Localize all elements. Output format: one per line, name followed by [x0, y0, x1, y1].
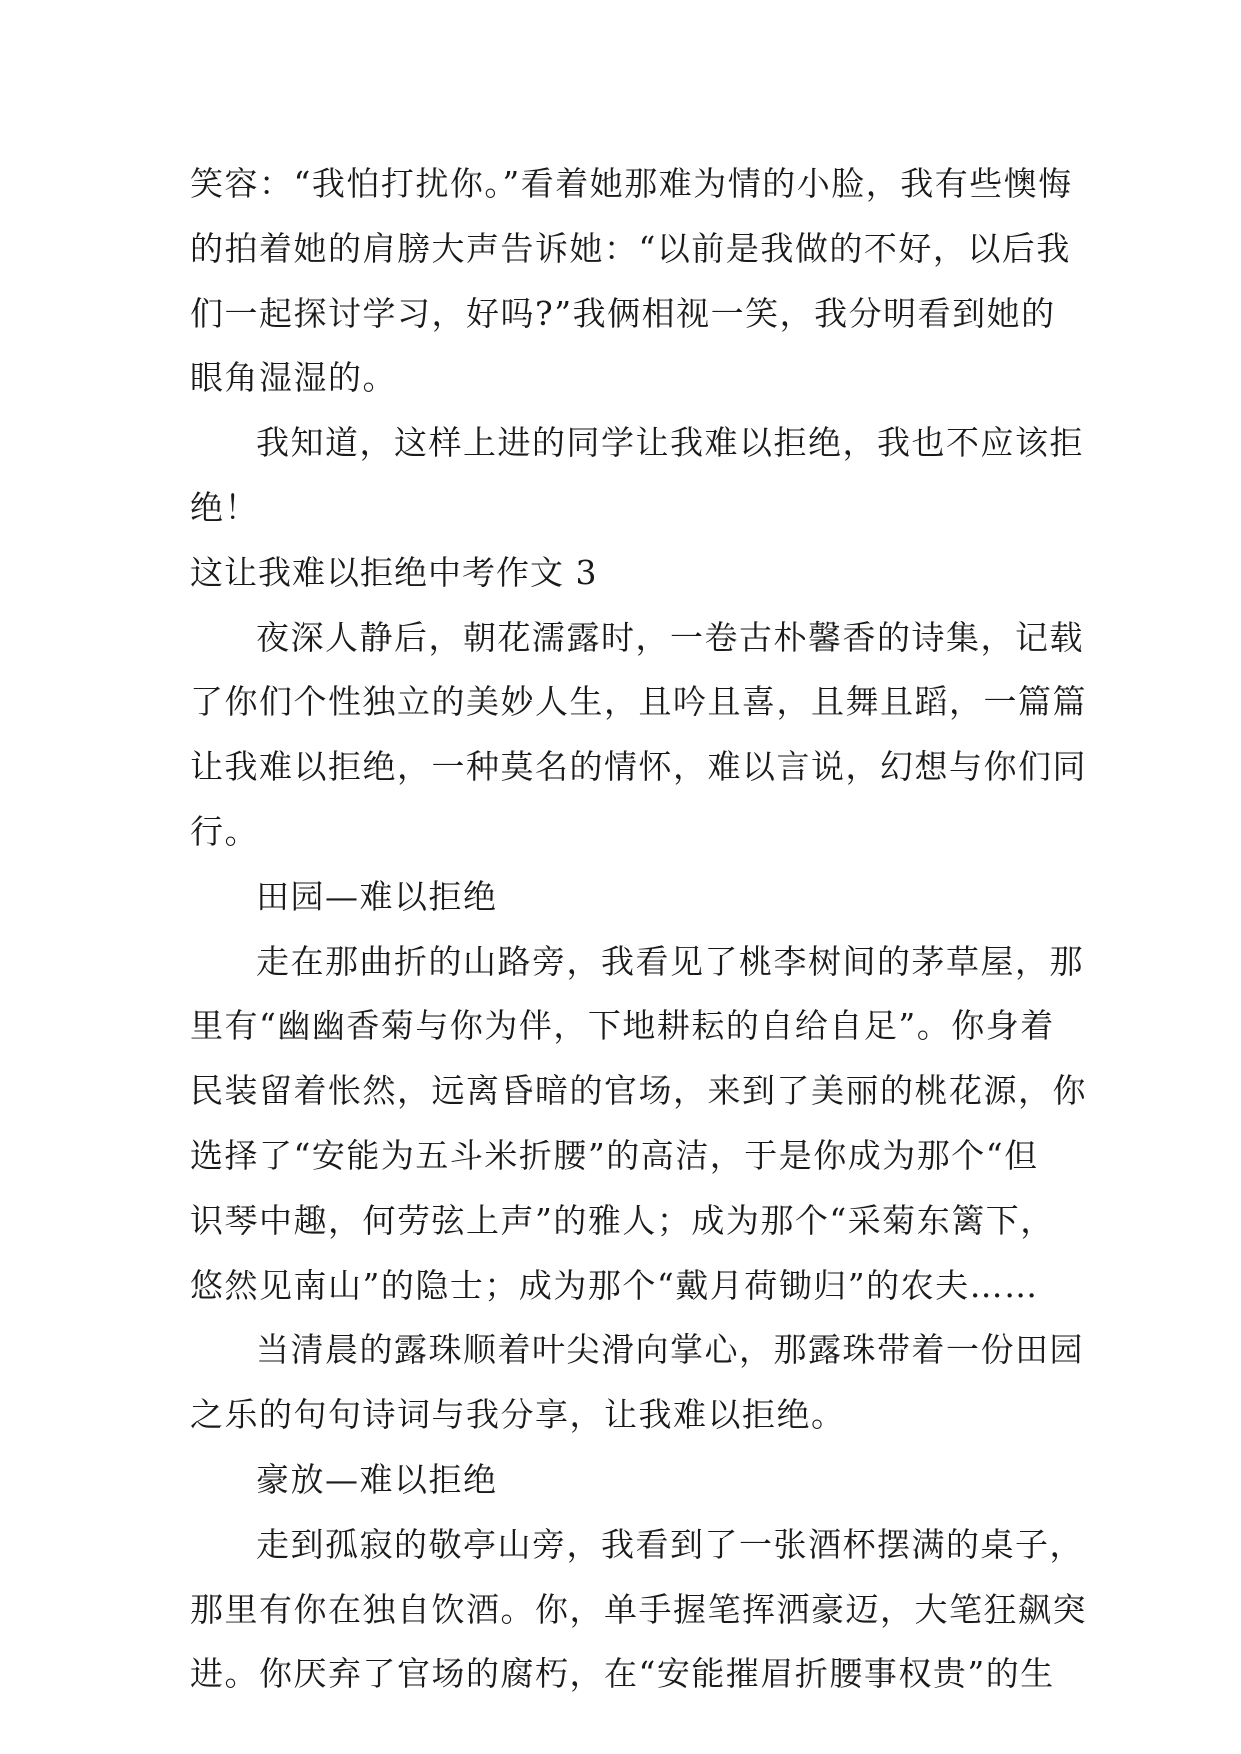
- text-line: 的拍着她的肩膀大声告诉她：“以前是我做的不好，以后我: [190, 228, 1071, 268]
- text-line: 进。你厌弃了官场的腐朽，在“安能摧眉折腰事权贵”的生: [190, 1654, 1055, 1694]
- text-line: 里有“幽幽香菊与你为伴，下地耕耘的自给自足”。你身着: [190, 1006, 1055, 1046]
- text-line: 民装留着怅然，远离昏暗的官场，来到了美丽的桃花源，你: [190, 1071, 1087, 1111]
- section-heading: 这让我难以拒绝中考作文 3: [190, 552, 598, 592]
- text-line: 们一起探讨学习，好吗?”我俩相视一笑，我分明看到她的: [190, 293, 1056, 333]
- document-page: [190, 152, 1087, 1707]
- text-line: 我知道，这样上进的同学让我难以拒绝，我也不应该拒: [256, 423, 1084, 463]
- text-line: 夜深人静后，朝花濡露时，一卷古朴馨香的诗集，记载: [256, 617, 1084, 657]
- text-line: 走到孤寂的敬亭山旁，我看到了一张酒杯摆满的桌子，: [256, 1524, 1084, 1564]
- subheading: 田园—难以拒绝: [256, 876, 498, 916]
- text-line: 那里有你在独自饮酒。你，单手握笔挥洒豪迈，大笔狂飙突: [190, 1589, 1087, 1629]
- text-line: 了你们个性独立的美妙人生，且吟且喜，且舞且蹈，一篇篇: [190, 682, 1087, 722]
- text-line: 让我难以拒绝，一种莫名的情怀，难以言说，幻想与你们同: [190, 747, 1087, 787]
- text-line: 眼角湿湿的。: [190, 358, 397, 398]
- text-line: 绝！: [190, 487, 259, 527]
- text-line: 笑容：“我怕打扰你。”看着她那难为情的小脸，我有些懊悔: [190, 164, 1073, 203]
- text-line: 选择了“安能为五斗米折腰”的高洁，于是你成为那个“但: [190, 1135, 1039, 1175]
- text-line: 走在那曲折的山路旁，我看见了桃李树间的茅草屋，那: [256, 941, 1084, 981]
- text-line: 之乐的句句诗词与我分享，让我难以拒绝。: [190, 1395, 846, 1435]
- text-line: 行。: [190, 811, 259, 851]
- subheading: 豪放—难以拒绝: [256, 1459, 498, 1499]
- text-line: 当清晨的露珠顺着叶尖滑向掌心，那露珠带着一份田园: [256, 1330, 1084, 1370]
- text-line: 悠然见南山”的隐士；成为那个“戴月荷锄归”的农夫……: [190, 1265, 1039, 1305]
- text-line: 识琴中趣，何劳弦上声”的雅人；成为那个“采菊东篱下，: [190, 1200, 1055, 1240]
